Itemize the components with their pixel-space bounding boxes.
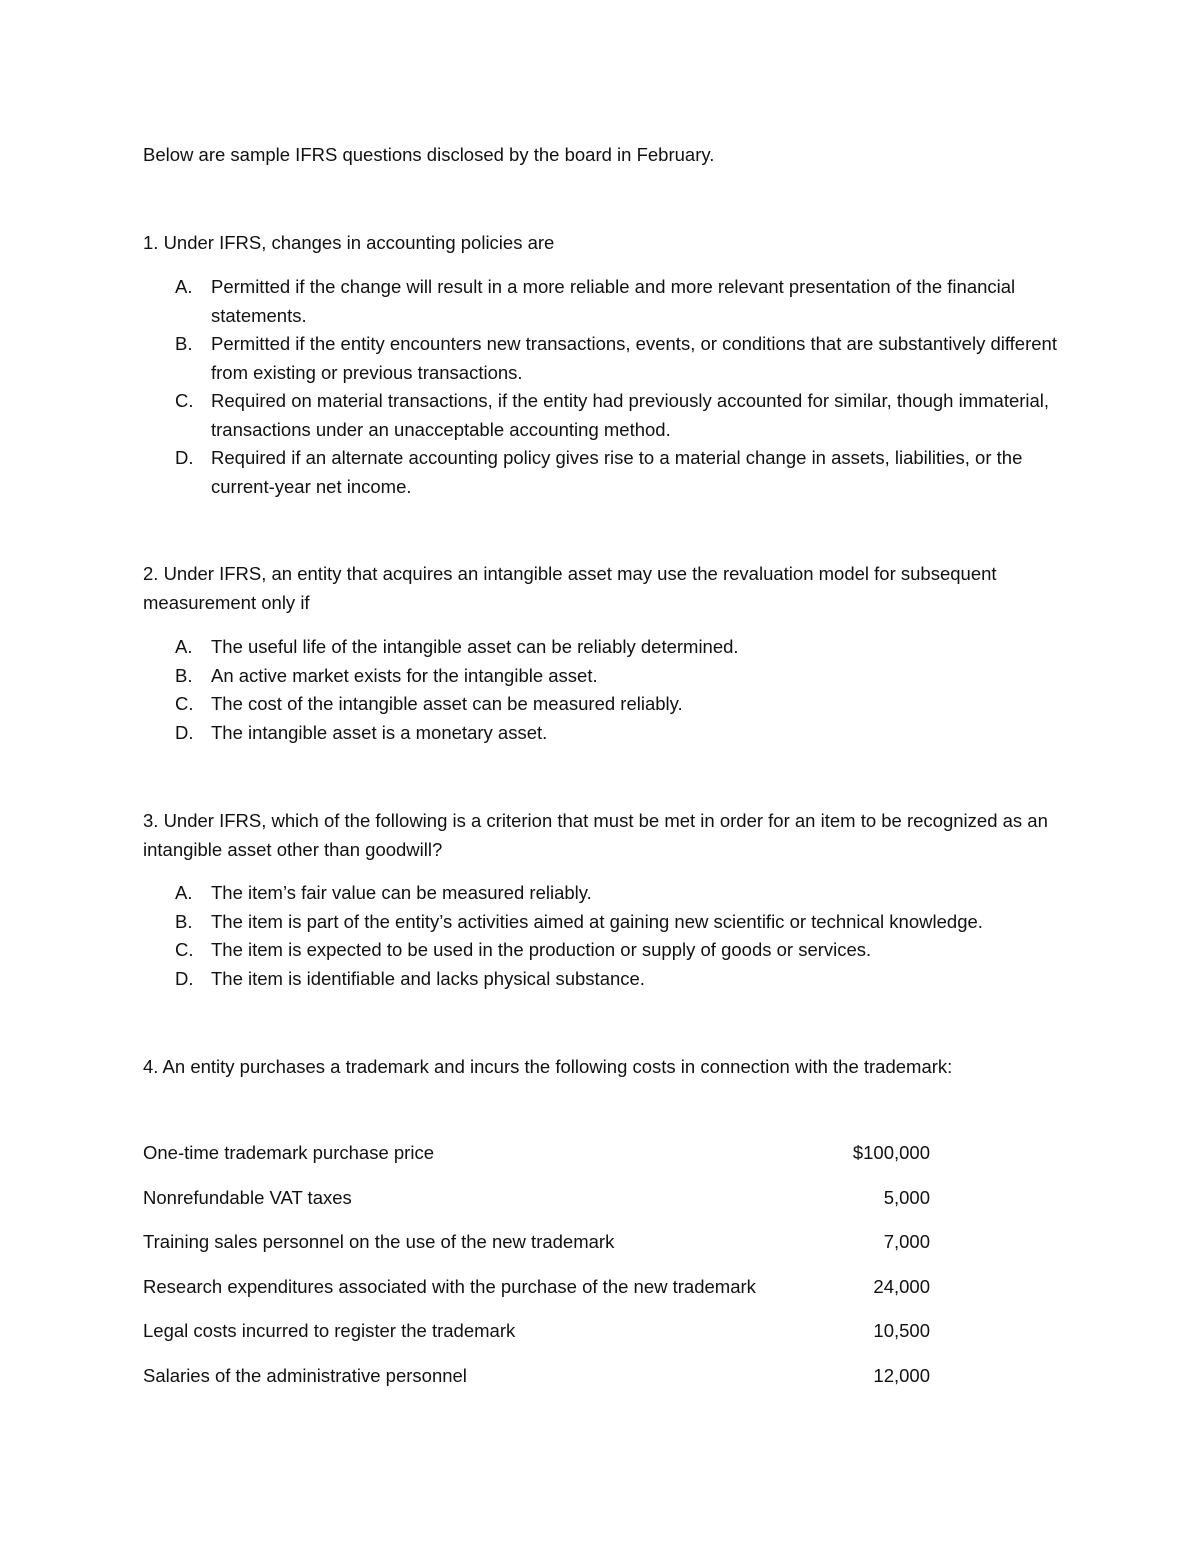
option-letter: A. [175, 882, 193, 903]
cost-row [143, 1227, 943, 1272]
option-letter: D. [175, 721, 194, 743]
question-2-options [175, 633, 1075, 747]
option-letter: C. [175, 693, 194, 714]
question-3-option-c [175, 936, 1075, 965]
question-2-stem: 2. Under IFRS, an entity that acquires an intangible asset may use the revaluation model for subsequent measurement only if [143, 563, 997, 613]
question-1-stem: 1. Under IFRS, changes in accounting policies are [143, 232, 555, 253]
cost-label: Salaries of the administrative personnel [143, 1364, 467, 1386]
cost-row [143, 1183, 943, 1228]
question-1-option-d [175, 444, 1075, 501]
option-letter: D. [175, 967, 194, 989]
question-2-option-a [175, 633, 1075, 662]
question-1-options [175, 273, 1075, 501]
cost-row [143, 1361, 943, 1406]
question-1-option-c [175, 387, 1075, 444]
option-text: The cost of the intangible asset can be measured reliably. [211, 693, 683, 714]
option-text: The item’s fair value can be measured reliably. [211, 882, 592, 903]
question-1-option-b [175, 330, 1075, 387]
question-3-option-b [175, 908, 1075, 937]
option-text: Required on material transactions, if the entity had previously accounted for similar, though immaterial, transactions under an unacceptable accounting method. [211, 390, 1050, 440]
cost-label: Research expenditures associated with the purchase of the new trademark [143, 1275, 756, 1297]
cost-label: Legal costs incurred to register the trademark [143, 1320, 516, 1341]
trademark-cost-table [143, 1138, 943, 1405]
option-letter: A. [175, 636, 193, 657]
cost-row [143, 1138, 943, 1183]
question-3-option-a [175, 879, 1075, 908]
option-text: Required if an alternate accounting policy gives rise to a material change in assets, liabilities, or the current-year net income. [211, 447, 1023, 497]
option-text: The item is expected to be used in the production or supply of goods or services. [211, 939, 872, 960]
option-letter: B. [175, 333, 193, 354]
option-text: The item is part of the entity’s activities aimed at gaining new scientific or technical knowledge. [211, 910, 983, 932]
option-text: Permitted if the change will result in a more reliable and more relevant presentation of the financial statements. [211, 276, 1016, 326]
option-letter: A. [175, 276, 193, 297]
question-2-option-b [175, 662, 1075, 691]
option-text: The intangible asset is a monetary asset. [211, 721, 548, 743]
cost-label: Nonrefundable VAT taxes [143, 1186, 352, 1208]
cost-row [143, 1316, 943, 1361]
question-1-option-a [175, 273, 1075, 330]
question-4-stem: 4. An entity purchases a trademark and incurs the following costs in connection with the trademark: [143, 1056, 953, 1077]
option-text: Permitted if the entity encounters new transactions, events, or conditions that are substantively different from existing or previous transactions. [211, 333, 1057, 383]
option-letter: C. [175, 390, 194, 411]
option-text: The useful life of the intangible asset can be reliably determined. [211, 636, 739, 657]
question-2-option-d [175, 719, 1075, 748]
question-3-option-d [175, 965, 1075, 994]
intro-text: Below are sample IFRS questions disclosed by the board in February. [143, 144, 715, 165]
option-text: The item is identifiable and lacks physical substance. [211, 967, 645, 989]
question-2-option-c [175, 690, 1075, 719]
cost-amount: 10,500 [873, 1320, 930, 1341]
question-3-stem: 3. Under IFRS, which of the following is a criterion that must be met in order for an item to be recognized as an intangible asset other than goodwill? [143, 810, 1048, 860]
cost-amount: 12,000 [873, 1364, 930, 1386]
cost-amount: 7,000 [883, 1231, 930, 1252]
cost-amount: 24,000 [873, 1275, 930, 1297]
cost-label: One-time trademark purchase price [143, 1142, 434, 1163]
question-3-options [175, 879, 1075, 993]
option-letter: B. [175, 910, 193, 932]
option-text: An active market exists for the intangible asset. [211, 664, 598, 686]
cost-row [143, 1272, 943, 1317]
option-letter: C. [175, 939, 194, 960]
cost-label: Training sales personnel on the use of the new trademark [143, 1231, 615, 1252]
option-letter: B. [175, 664, 193, 686]
option-letter: D. [175, 447, 194, 468]
cost-amount: $100,000 [852, 1142, 930, 1163]
cost-amount: 5,000 [883, 1186, 930, 1208]
